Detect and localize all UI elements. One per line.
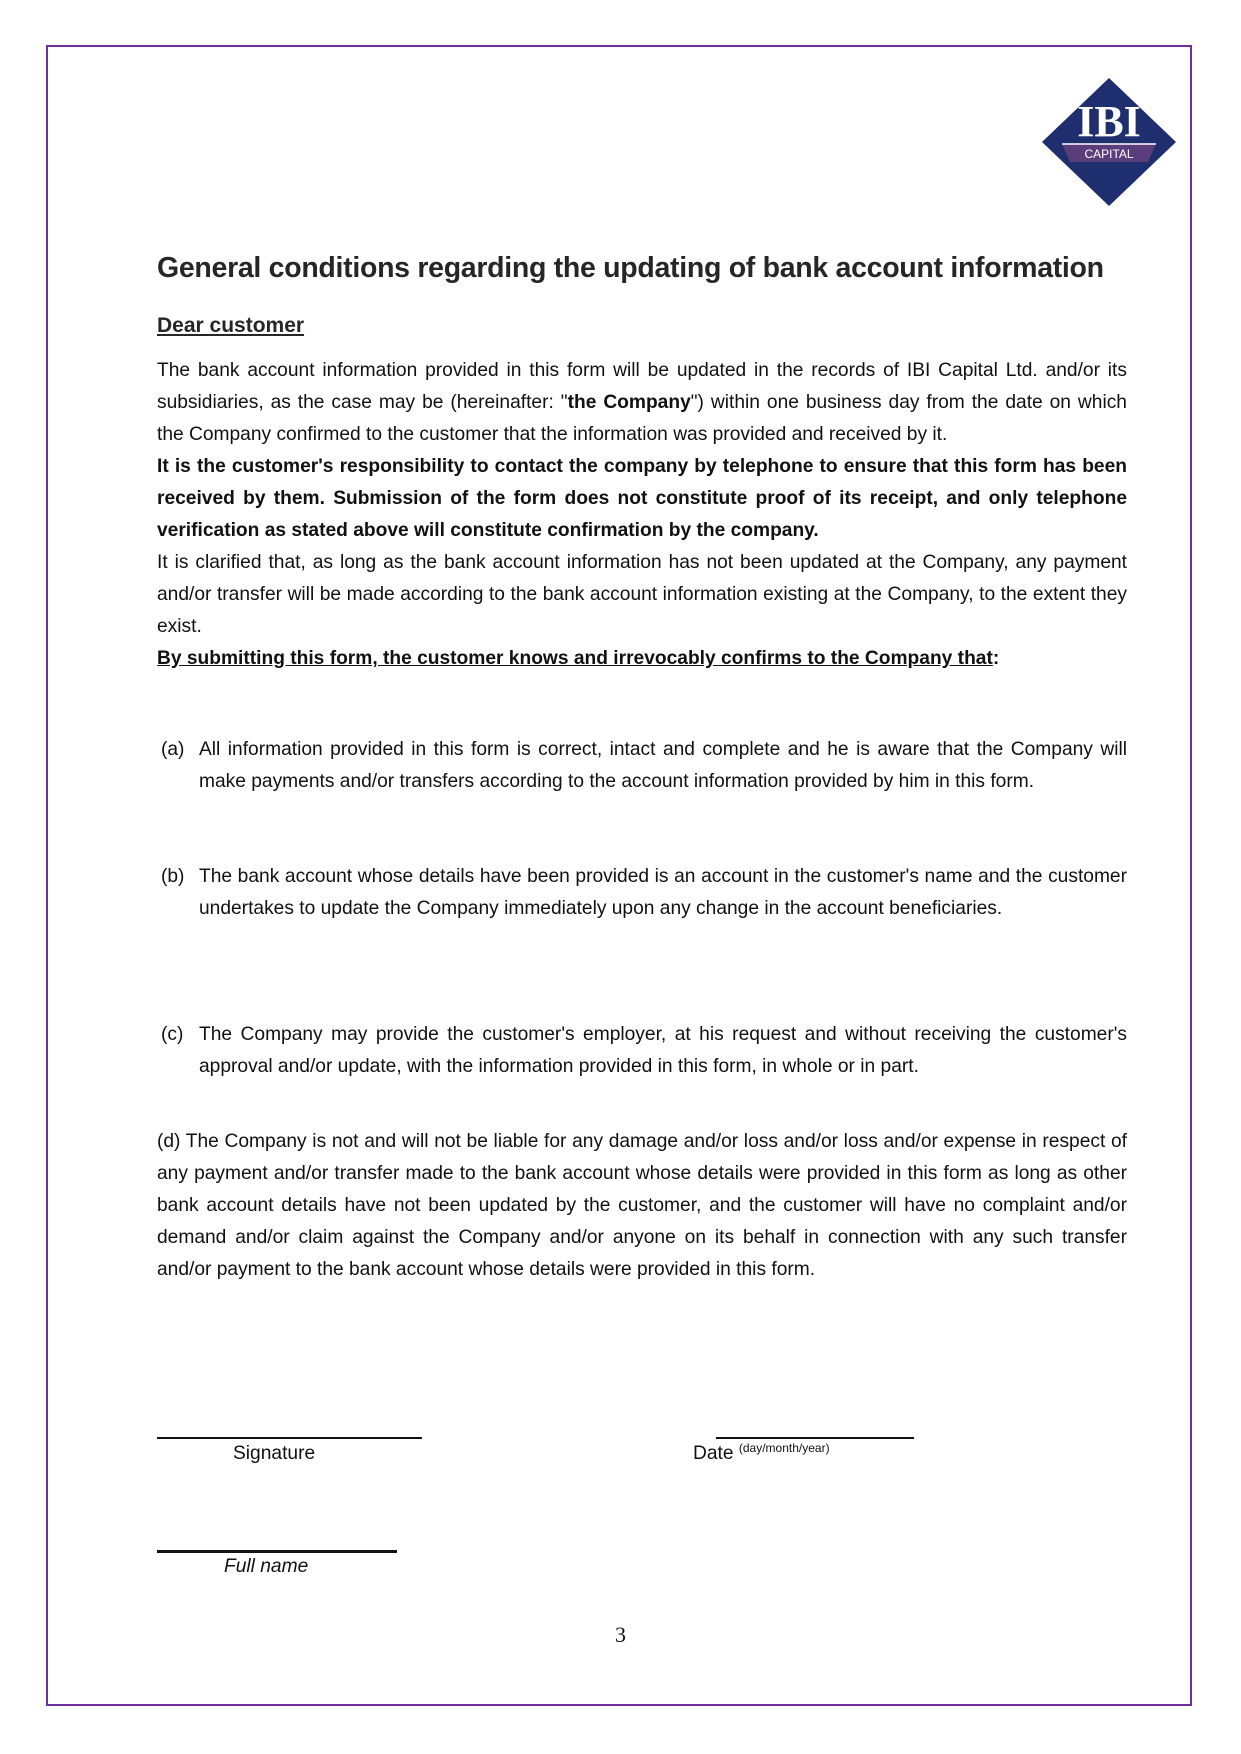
confirmation-heading-text: By submitting this form, the customer knows and irrevocably confirms to the Company that — [157, 648, 993, 669]
logo-subtitle-text: CAPITAL — [1084, 147, 1134, 161]
clarification-text: It is clarified that, as long as the bank account information has not been updated at the Company, any payment and/or transfer will be made according to the bank account information existing at the Company, to the extent they exist. — [157, 552, 1127, 637]
condition-text: The bank account whose details have been provided is an account in the customer's name and the customer undertakes to update the Company immediately upon any change in the account beneficiaries. — [199, 866, 1127, 919]
condition-label: (a) — [161, 739, 185, 760]
condition-c — [157, 1019, 1127, 1083]
page-number: 3 — [615, 1622, 626, 1647]
condition-text: All information provided in this form is correct, intact and complete and he is aware that the Company will make payments and/or transfers according to the account information provided by him in this form. — [199, 739, 1127, 792]
greeting: Dear customer — [157, 314, 305, 337]
intro-text-part2: ") within one business day from the date on which the Company confirmed to the customer that the information was provided and received by it. — [157, 392, 1127, 445]
condition-b — [157, 861, 1127, 925]
condition-d-text: (d) The Company is not and will not be liable for any damage and/or loss and/or loss and/or expense in respect of any payment and/or transfer made to the bank account whose details were provided in this form as long as other bank account details have not been updated by the customer, and the customer will have no complaint and/or demand and/or claim against the Company and/or anyone on its behalf in connection with any such transfer and/or payment to the bank account whose details were provided in this form. — [157, 1131, 1127, 1280]
body-text — [157, 355, 1127, 675]
page-title: General conditions regarding the updating of bank account information — [157, 252, 1104, 284]
company-term: the Company — [567, 392, 691, 413]
logo-brand-text: IBI — [1077, 97, 1141, 146]
full-name-label: Full name — [224, 1556, 309, 1577]
condition-d — [157, 1126, 1127, 1286]
condition-label: (c) — [161, 1024, 184, 1045]
confirmation-heading — [157, 643, 1127, 675]
full-name-line[interactable] — [157, 1550, 397, 1553]
date-label — [693, 1443, 830, 1465]
condition-label: (b) — [161, 866, 185, 887]
condition-text: The Company may provide the customer's employer, at his request and without receiving the customer's approval and/or update, with the information provided in this form, in whole or in part. — [199, 1024, 1127, 1077]
ibi-capital-logo — [1040, 78, 1178, 206]
date-format-hint: (day/month/year) — [738, 1441, 830, 1455]
intro-text-part1: The bank account information provided in this form will be updated in the records of IBI Capital Ltd. and/or its subsidiaries, as the case may be (hereinafter: " — [157, 360, 1127, 413]
date-label-text: Date — [693, 1443, 734, 1464]
confirmation-colon: : — [992, 648, 1000, 669]
date-line[interactable] — [716, 1437, 914, 1439]
responsibility-notice: It is the customer's responsibility to contact the company by telephone to ensure that this form has been received by them. Submission of the form does not constitute proof of its receipt, and only telephone verification as stated above will constitute confirmation by the company. — [157, 456, 1127, 541]
signature-label: Signature — [233, 1443, 316, 1464]
condition-a — [157, 734, 1127, 798]
signature-line[interactable] — [157, 1437, 422, 1439]
